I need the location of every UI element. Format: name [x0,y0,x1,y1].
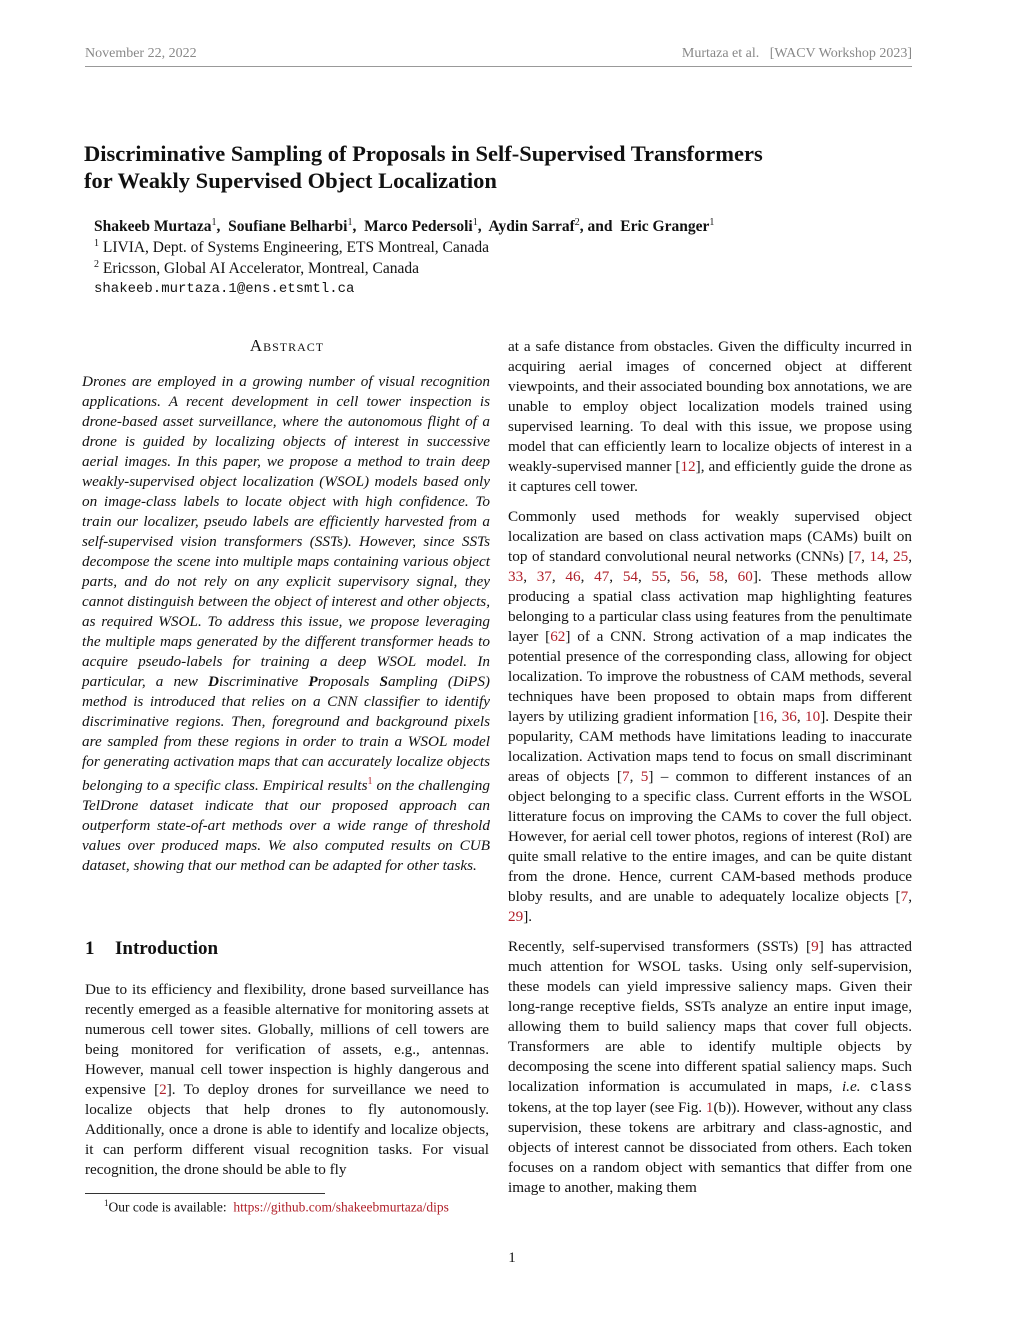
code-token-class: class [869,1080,912,1096]
text-run: (b)). However, without any class supervision, these tokens are arbitrary and class-agnostic, and objects of interest cannot be dissociated from others. Each token focuses on a random object with semantics that differ from one image to another, making them [508,1099,912,1196]
text-run: at a safe distance from obstacles. Given the difficulty incurred in acquiring aerial images of concerned object at different viewpoints, and their associated bounding box annotations, we are unable to employ object localization models trained using supervised learning. To deal with this issue, we propose using model that can efficiently learn to localize objects of interest in a weakly-supervised manner [ [508,338,912,475]
author-affiliation-mark: 1 [211,217,217,228]
author-separator: , [216,218,229,236]
intro-paragraph-1 [85,980,489,1180]
right-paragraph-3 [508,937,912,1198]
figure-reference-link[interactable]: 1 [705,1099,714,1116]
author-affiliation-mark: 2 [574,217,580,228]
text-run: ]. Despite their popularity, CAM methods have limitations leading to inaccurate localization. Activation maps tend to focus on small discriminant areas of objects [ [508,708,913,785]
affiliation-1-text: LIVIA, Dept. of Systems Engineering, ETS Montreal, Canada [99,239,489,257]
citation-link[interactable]: 62 [550,628,566,645]
right-column [508,337,912,1198]
text-run: ] has attracted much attention for WSOL tasks. Using only self-supervision, these models can yield impressive saliency maps. Given their long-range receptive fields, SSTs analyze an entire input image, allowing them to build saliency maps that cover full objects. Transformers are able to identify multiple objects by decomposing the scene into different spatial saliency maps. Such localization information is accumulated in maps, [508,938,912,1095]
text-run: ] of a CNN. Strong activation of a map indicates the potential presence of the corresponding class, allowing for object localization. To improve the robustness of CAM methods, several techniques have been proposed to obtain maps from different layers by utilizing gradient information [ [508,628,912,725]
citation-link[interactable]: 56 [680,568,696,585]
abstract-bold-d: D [208,673,219,690]
abstract-text-iscriminative: iscriminative [218,673,309,690]
abstract-heading: Abstract [249,336,325,355]
citation-link[interactable]: 7 [621,768,630,785]
author-name: Eric Granger [620,218,710,236]
abstract-text-2: method is introduced that relies on a CNN classifier to identify discriminative regions. Then, foreground and background pixels are sampled from these regions in order to train a WSOL model for generating activation maps that can accurately localize objects belonging to a specific class. Empirical results [82,693,490,795]
citation-link[interactable]: 10 [805,708,821,725]
affiliation-2-text: Ericsson, Global AI Accelerator, Montreal, Canada [99,260,420,278]
citation-link[interactable]: 36 [781,708,797,725]
abstract-text-3: on the challenging TelDrone dataset indicate that our proposed approach can outperform state-of-art methods over a wide range of threshold values over produced maps. We also computed results on CUB dataset, showing that our method can be adapted for other tasks. [82,777,490,875]
abstract-text-roposals: roposals [317,673,380,690]
author-separator: , and [579,218,621,236]
citation-link[interactable]: 25 [893,548,909,565]
text-run: tokens, at the top layer (see Fig. [508,1099,706,1116]
citation-link[interactable]: 60 [737,568,753,585]
footnote-rule [85,1193,325,1194]
right-paragraph-1 [508,337,912,497]
citation-link[interactable]: 7 [900,888,909,905]
citation-link[interactable]: 9 [811,938,819,955]
abstract-paragraph [82,372,490,876]
citation-link[interactable]: 14 [869,548,885,565]
paper-title [84,140,844,194]
author-affiliation-mark: 1 [347,217,353,228]
right-paragraph-2 [508,507,912,927]
section-number: 1 [85,938,95,959]
footnote [104,1198,449,1216]
citation-link[interactable]: 54 [622,568,638,585]
author-affiliation-mark: 1 [472,217,478,228]
citation-link[interactable]: 58 [708,568,725,585]
running-head-venue: Murtaza et al. [WACV Workshop 2023] [681,46,912,61]
text-run: Commonly used methods for weakly supervised object localization are based on class activation maps (CAMs) built on top of standard convolutional neural networks (CNNs) [ [508,508,912,565]
citation-link[interactable]: 12 [680,458,696,475]
citation-group: 16, 36, 10 [758,708,821,725]
author-name: Aydin Sarraf [488,218,575,236]
header-rule [85,66,912,67]
footnote-number: 1 [104,1198,109,1208]
text-run: ]. [523,908,533,925]
title-line-2: for Weakly Supervised Object Localization [84,168,497,193]
section-title: Introduction [115,938,219,959]
code-repository-link[interactable]: https://github.com/shakeebmurtaza/dips [233,1199,449,1215]
abstract-bold-s: S [379,673,388,690]
citation-link[interactable]: 29 [508,908,524,925]
author-list [94,217,714,236]
citation-link[interactable]: 33 [508,568,524,585]
affiliation-2 [94,259,419,278]
page-number: 1 [508,1250,516,1266]
title-line-1: Discriminative Sampling of Proposals in Self-Supervised Transformers [84,141,763,166]
footnote-text: Our code is available: [108,1199,234,1215]
author-email[interactable]: shakeeb.murtaza.1@ens.etsmtl.ca [94,281,355,297]
citation-link[interactable]: 7 [853,548,862,565]
abstract-text-1: Drones are employed in a growing number of visual recognition applications. A recent development in cell tower inspection is drone-based asset surveillance, where the autonomous flight of a drone is guided by localizing objects of interest in successive aerial images. In this paper, we propose a method to train deep weakly-supervised object localization (WSOL) models based only on image-class labels to locate object with high confidence. To train our localizer, pseudo labels are efficiently harvested from a self-supervised vision transformers (SSTs). However, since SSTs decompose the scene into multiple maps containing various object parts, and do not rely on any explicit supervisory signal, they cannot distinguish between the object of interest and other objects, as required WSOL. To address this issue, we propose leveraging the multiple maps generated by the different transformer heads to acquire pseudo-labels for training a deep WSOL model. In particular, a new [82,373,490,690]
section-heading-introduction [85,938,218,960]
text-run: Recently, self-supervised transformers (SSTs) [ [508,938,812,955]
citation-link[interactable]: 5 [640,768,649,785]
citation-link[interactable]: 55 [651,568,667,585]
introduction-body [85,980,489,1180]
author-affiliation-mark: 1 [709,217,715,228]
running-head-date: November 22, 2022 [85,46,197,61]
affiliation-1-number: 1 [94,238,99,249]
abstract-text-ampling: ampling (DiPS) [387,673,490,690]
citation-group: 7, 5 [621,768,649,785]
citation-link[interactable]: 2 [159,1081,167,1098]
citation-link[interactable]: 46 [565,568,581,585]
author-name: Soufiane Belharbi [228,218,348,236]
author-name: Marco Pedersoli [364,218,473,236]
citation-group: 7, 29 [508,888,912,925]
intro-text-1: Due to its efficiency and flexibility, drone based surveillance has recently emerged as a feasible alternative for monitoring assets at numerous cell tower sites. Globally, millions of cell towers are being monitored for verification of assets, e.g., antennas. However, manual cell tower inspection is highly dangerous and expensive [ [85,981,489,1098]
citation-link[interactable]: 47 [594,568,610,585]
intro-text-2: ]. To deploy drones for surveillance we need to localize objects that help drones to fly autonomously. Additionally, once a drone is able to identify and localize objects, it can perform different visual recognition tasks. For visual recognition, the drone should be able to fly [85,1081,489,1178]
text-run: ] – common to different instances of an object belonging to a specific class. Current efforts in the WSOL litterature focus on improving the CAMs to cover the full object. However, for aerial cell tower photos, regions of interest (RoI) are quite small relative to the entire images, and can be quite distant from the drone. Hence, current CAM-based methods produce bloby results, and are unable to adequately localize objects [ [508,768,913,905]
author-separator: , [477,218,489,236]
text-run: ]. These methods allow producing a spatial class activation map highlighting features belonging to a particular class using features from the penultimate layer [ [508,568,913,645]
affiliation-1 [94,238,489,257]
author-name: Shakeeb Murtaza [94,218,212,236]
author-separator: , [352,218,365,236]
text-run-italic: i.e. [841,1078,861,1095]
abstract-bold-p: P [308,673,318,690]
citation-link[interactable]: 37 [536,568,552,585]
abstract-body [82,372,490,876]
affiliation-2-number: 2 [94,259,99,270]
text-run: ], and efficiently guide the drone as it captures cell tower. [508,458,912,495]
citation-group: 7, 14, 25, 33, 37, 46, 47, 54, 55, 56, 58, 60 [508,548,913,585]
citation-link[interactable]: 16 [758,708,774,725]
footnote-mark-link[interactable]: 1 [367,776,373,787]
